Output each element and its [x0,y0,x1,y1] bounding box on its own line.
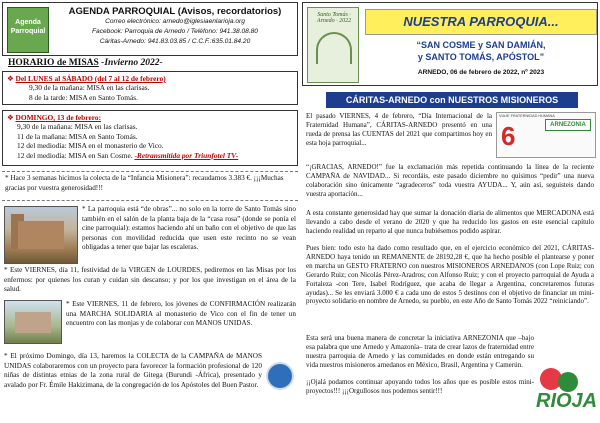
patronos-title [365,39,597,63]
colecta-paragraph: * El próximo Domingo, día 13, haremos la COLECTA de la CAMPAÑA de MANOS UNIDAS colaboraremos con un proyecto para favorecer la formación profesional de 120 niñas de distintas etnias de la zona rural de Gitega (Burundi -África), presentado y avalado por Fr. Émile Hakizimana, de la congregación de los Apóstoles del Buen Pastor. [4,352,262,389]
obras-paragraph: * La parroquia está “de obras”... no solo en la torre de Santo Tomás sino también en el salón de la planta baja de la “casa rosa” (donde se ponía el cine parroquial): estamos haciendo ahí un baño con el objetivo de que las personas con movilidad reducida que usen este recinto no se vean obligadas a tener que bajar las escaleras. [82,205,296,251]
parroquia-header [302,2,598,86]
schedule-line: 12 del mediodía: MISA en el monasterio de Vico. [17,141,164,151]
misas-title: HORARIO de MISAS [8,58,99,68]
caritas-paragraph-6: ¡¡Ojalá podamos continuar apoyando todos los años que es posible estos mini-proyectos!!! ¡¡¡Orgullosos nos podemos sentir!!! [306,378,534,395]
caritas-paragraph-5: Esta será una buena manera de concretar la iniciativa ARNEZONIA que –bajo esa palabra que une Arnedo y Amazonía– trata de crear lazos de fraternidad entre nuestra parroquia de Arnedo y las comunidades en donde están entregando su vida nuestros misioneros arnedanos en México, Brasil, Argentina y Camerún. [306,334,534,369]
banner-number: 6 [501,121,516,151]
schedule-line: 9,30 de la mañana: MISA en las clarisas. [17,122,138,132]
caritas-paragraph-2: “¡GRACIAS, ARNEDO!” fue la exclamación más repetida continuando la línea de la reciente CAMPAÑA de NAVIDAD... Si recordáis, este pasado diciembre no quisimos “pedir” una nueva colaboración sino únicamente “agradeceros” toda vuestra AYUDA... Y, aún así, seguisteis dando vuestra aportación... [306,163,594,198]
logo-caption: Santo Tomás · Arnedo · 2022 [316,12,352,24]
caritas-section-title: CÁRITAS-ARNEDO con NUESTROS MISIONEROS [326,92,578,108]
rioja-circle-green [558,372,578,392]
agenda-logo [7,7,49,53]
arch-shape [316,32,352,64]
schedule-weekdays [2,71,298,105]
nuestra-parroquia-banner: NUESTRA PARROQUIA... [365,9,597,35]
misas-heading [8,58,298,68]
church-building-shape [18,221,64,249]
caritas-paragraph-3: A esta constante generosidad hay que sumar la donación diaria de alimentos que MERCADONA está llevando a cabo desde el verano de 2020 y que ha reducido los gastos en este esencial capítulo haciendo realidad un reparto al que nunca hubiésemos podido aspirar. [306,209,594,235]
caritas-line: Cáritas-Arnedo: 941.83.03.85 / C.C.F.:635.01.84.20 [99,38,251,45]
jovenes-paragraph: * Este VIERNES, 11 de febrero, los jóvenes de CONFIRMACIÓN realizarán una MARCHA SOLIDARIA al monasterio de Vico con el fin de tener un encuentro con las monjas y de colaborar con MANOS UNIDAS. [66,300,296,327]
bullet-icon: ❖ [7,113,14,122]
agenda-header [2,2,298,56]
bullet-icon: ❖ [7,74,14,83]
schedule-last-text: 12 del mediodía: MISA en San Cosme. [17,150,133,160]
logo-text-2: Parroquial [10,28,46,35]
caritas-paragraph-4: Pues bien: todo esto ha dado como resultado que, en el ejercicio económico del 2021, CÁRITAS-ARNEDO haya tenido un REMANENTE de 28192,28 €, que ha hecho posible el plantearse y poner en marcha un GESTO FRATERNO con nuestros MISIONEROS ARNEDANOS (con Lope Ruiz; con Gerardo Ruiz; con Nicolás Pérez-Aradros; con Alfonso Ruiz; y con el proyecto parroquial de Ayuda a Fortaleza -con Tere, Isabel Rodríguez, que acaba de llegar a Argentina, concretaremos futuras ayudas)... Se les enviará 3.000 € a cada uno de estos 5 destinos con el objetivo de financiar un mini-proyecto solidario en nombre de Arnedo, su pueblo, en este Año de Santo Tomás 2022 “reiniciando”. [306,244,594,306]
schedule-sunday-title: DOMINGO, 13 de febrero: [15,113,102,122]
caritas-paragraph-1: El pasado VIERNES, 4 de febrero, “Día Internacional de la Fraternidad Humana”, CÁRITAS-ARNEDO presentó en una rueda de prensa las CUENTAS del 2021 que compartimos hoy en esta hoja parroquial... [306,112,492,147]
schedule-line: 11 de la mañana: MISA en Santo Tomás. [17,131,138,141]
right-page [300,0,600,423]
schedule-line: 8 de la tarde: MISA en Santo Tomás. [29,92,138,102]
patronos-line-2: y SANTO TOMÁS, APÓSTOL” [417,52,545,62]
issue-date: ARNEDO, 06 de febrero de 2022, nº 2023 [417,69,545,76]
lourdes-paragraph: * Este VIERNES, día 11, festividad de la VIRGEN de LOURDES, pediremos en las Misas por los enfermos: por quienes los curan y cuidan sin descanso; y por los que investigan en el área de la salud. [4,266,296,293]
monastery-photo [4,300,62,344]
schedule-line: 9,30 de la mañana: MISA en las clarisas. [29,83,150,93]
schedule-weekdays-head [7,74,293,83]
facebook-line: Facebook: Parroquia de Arnedo / Teléfono: 941.38.08.80 [92,28,258,35]
agenda-title: AGENDA PARROQUIAL (Avisos, recordatorios) [68,6,282,17]
agenda-header-text [53,6,297,47]
banner-caption: VIAJE FRATERNIDAD HUMANA [499,114,555,118]
schedule-weekdays-title: Del LUNES al SÁBADO (del 7 al 12 de febrero) [15,74,166,83]
santo-tomas-logo [307,7,359,83]
rioja-logo [532,364,596,418]
church-photo [4,206,78,264]
fraternidad-banner [496,112,596,158]
retransmision-note: -Retransmitida por Triunfotel TV- [134,150,239,160]
arnezonia-logo: ARNEZONIA [545,119,591,131]
manos-unidas-icon [266,362,294,390]
rioja-wordmark: RIOJA [536,390,598,412]
patronos-line-1: “SAN COSME y SAN DAMIÁN, [416,40,546,50]
schedule-line-last [7,151,293,160]
logo-text-1: Agenda [15,19,41,26]
schedule-sunday [2,110,298,166]
monastery-building-shape [15,312,51,333]
schedule-sunday-head [7,113,293,122]
misas-subtitle: -Invierno 2022- [101,58,163,68]
email-line: Correo electrónico: arnedo@iglesiaenlarioja.org [105,18,245,25]
infancia-misionera-note: * Hace 3 semanas hicimos la colecta de la “Infancia Misionera”: recaudamos 3.383 €. ¡¡¡Muchas gracias por vuestra generosidad!!! [2,171,298,201]
